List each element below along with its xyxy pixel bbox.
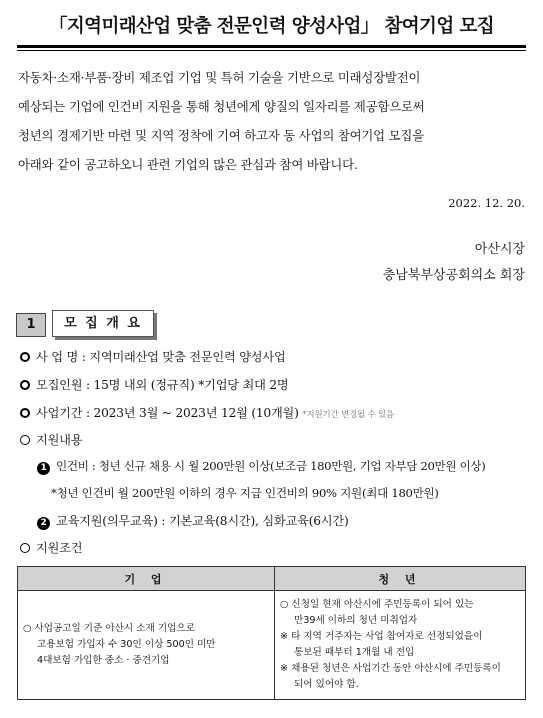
company-line: 4대보험 가입한 중소 · 중견기업	[37, 655, 170, 666]
item-period	[20, 404, 394, 421]
youth-line: 되어 있어야 함.	[294, 679, 359, 690]
notice-date: 2022. 12. 20.	[448, 196, 525, 210]
header-company: 기 업	[18, 567, 275, 591]
company-line: ○ 사업공고일 기준 아산시 소재 기업으로	[23, 623, 195, 634]
support-item-1-note: *청년 인건비 월 200만원 이하의 경우 지급 인건비의 90% 지원(최대 180만원)	[51, 486, 439, 500]
youth-line: ※ 채용된 청년은 사업기간 동안 아산시에 주민등록이	[280, 663, 501, 674]
page-title: 「지역미래산업 맞춤 전문인력 양성사업」 참여기업 모집	[49, 16, 494, 37]
item-period-note: *지원기간 변경될 수 있음	[302, 410, 395, 420]
item-period-text: 사업기간 : 2023년 3월 ~ 2023년 12월 (10개월)	[36, 406, 299, 420]
item-project-text: 사 업 명 : 지역미래산업 맞춤 전문인력 양성사업	[36, 350, 286, 364]
youth-line: 통보된 때부터 1개월 내 전입	[294, 647, 415, 658]
section-title: 모 집 개 요	[52, 310, 154, 337]
signatory-chamber: 충남북부상공회의소 회장	[382, 268, 525, 283]
support-item-1-text: 인건비 : 청년 신규 채용 시 월 200만원 이상(보조금 180만원, 기업 자부담 20만원 이상)	[56, 459, 486, 473]
item-conditions	[20, 539, 82, 556]
youth-line: ※ 타 지역 거주자는 사업 참여자로 선정되었을이	[280, 631, 483, 642]
item-recruit-text: 모집인원 : 15명 내외 (정규직) *기업당 최대 2명	[36, 378, 289, 392]
intro-line: 자동차·소재·부품·장비 제조업 기업 및 특허 기술을 기반으로 미래성장발전이	[18, 70, 421, 85]
item-support	[20, 431, 82, 448]
youth-conditions-cell	[275, 591, 526, 700]
item-conditions-text: 지원조건	[36, 541, 83, 555]
table-header-row	[18, 567, 526, 591]
youth-line: 만39세 이하의 청년 미취업자	[294, 615, 418, 626]
company-line: 고용보험 가입자 수 30인 이상 500인 미만	[37, 639, 216, 650]
item-project	[20, 348, 286, 365]
intro-line: 예상되는 기업에 인건비 지원을 통해 청년에게 양질의 일자리를 제공함으로써	[18, 99, 425, 114]
company-conditions-cell	[18, 591, 275, 700]
conditions-table	[17, 566, 526, 700]
item-recruit	[20, 376, 288, 393]
section-number: 1	[16, 313, 46, 337]
intro-paragraph	[18, 63, 526, 179]
item-support-text: 지원내용	[36, 433, 83, 447]
circle-bullet-icon	[20, 408, 30, 418]
intro-line: 아래와 같이 공고하오니 관련 기업의 많은 관심과 참여 바랍니다.	[18, 157, 358, 172]
table-row	[18, 591, 526, 700]
circle-bullet-icon	[20, 352, 30, 362]
support-item-1	[37, 458, 485, 475]
title-rule-thin	[17, 50, 526, 51]
header-youth: 청 년	[275, 567, 526, 591]
number-1-icon: 1	[37, 462, 50, 475]
hollow-bullet-icon	[20, 435, 30, 445]
intro-line: 청년의 경제기반 마련 및 지역 정착에 기여 하고자 동 사업의 참여기업 모집을	[18, 128, 424, 143]
support-item-2-text: 교육지원(의무교육) : 기본교육(8시간), 심화교육(6시간)	[56, 514, 349, 528]
youth-line: ○ 신청일 현재 아산시에 주민등록이 되어 있는	[280, 599, 474, 610]
hollow-bullet-icon	[20, 543, 30, 553]
number-2-icon: 2	[37, 517, 50, 530]
circle-bullet-icon	[20, 380, 30, 390]
signatory-mayor: 아산시장	[474, 242, 525, 257]
support-item-2	[37, 512, 349, 530]
title-rule-thick	[17, 45, 526, 48]
